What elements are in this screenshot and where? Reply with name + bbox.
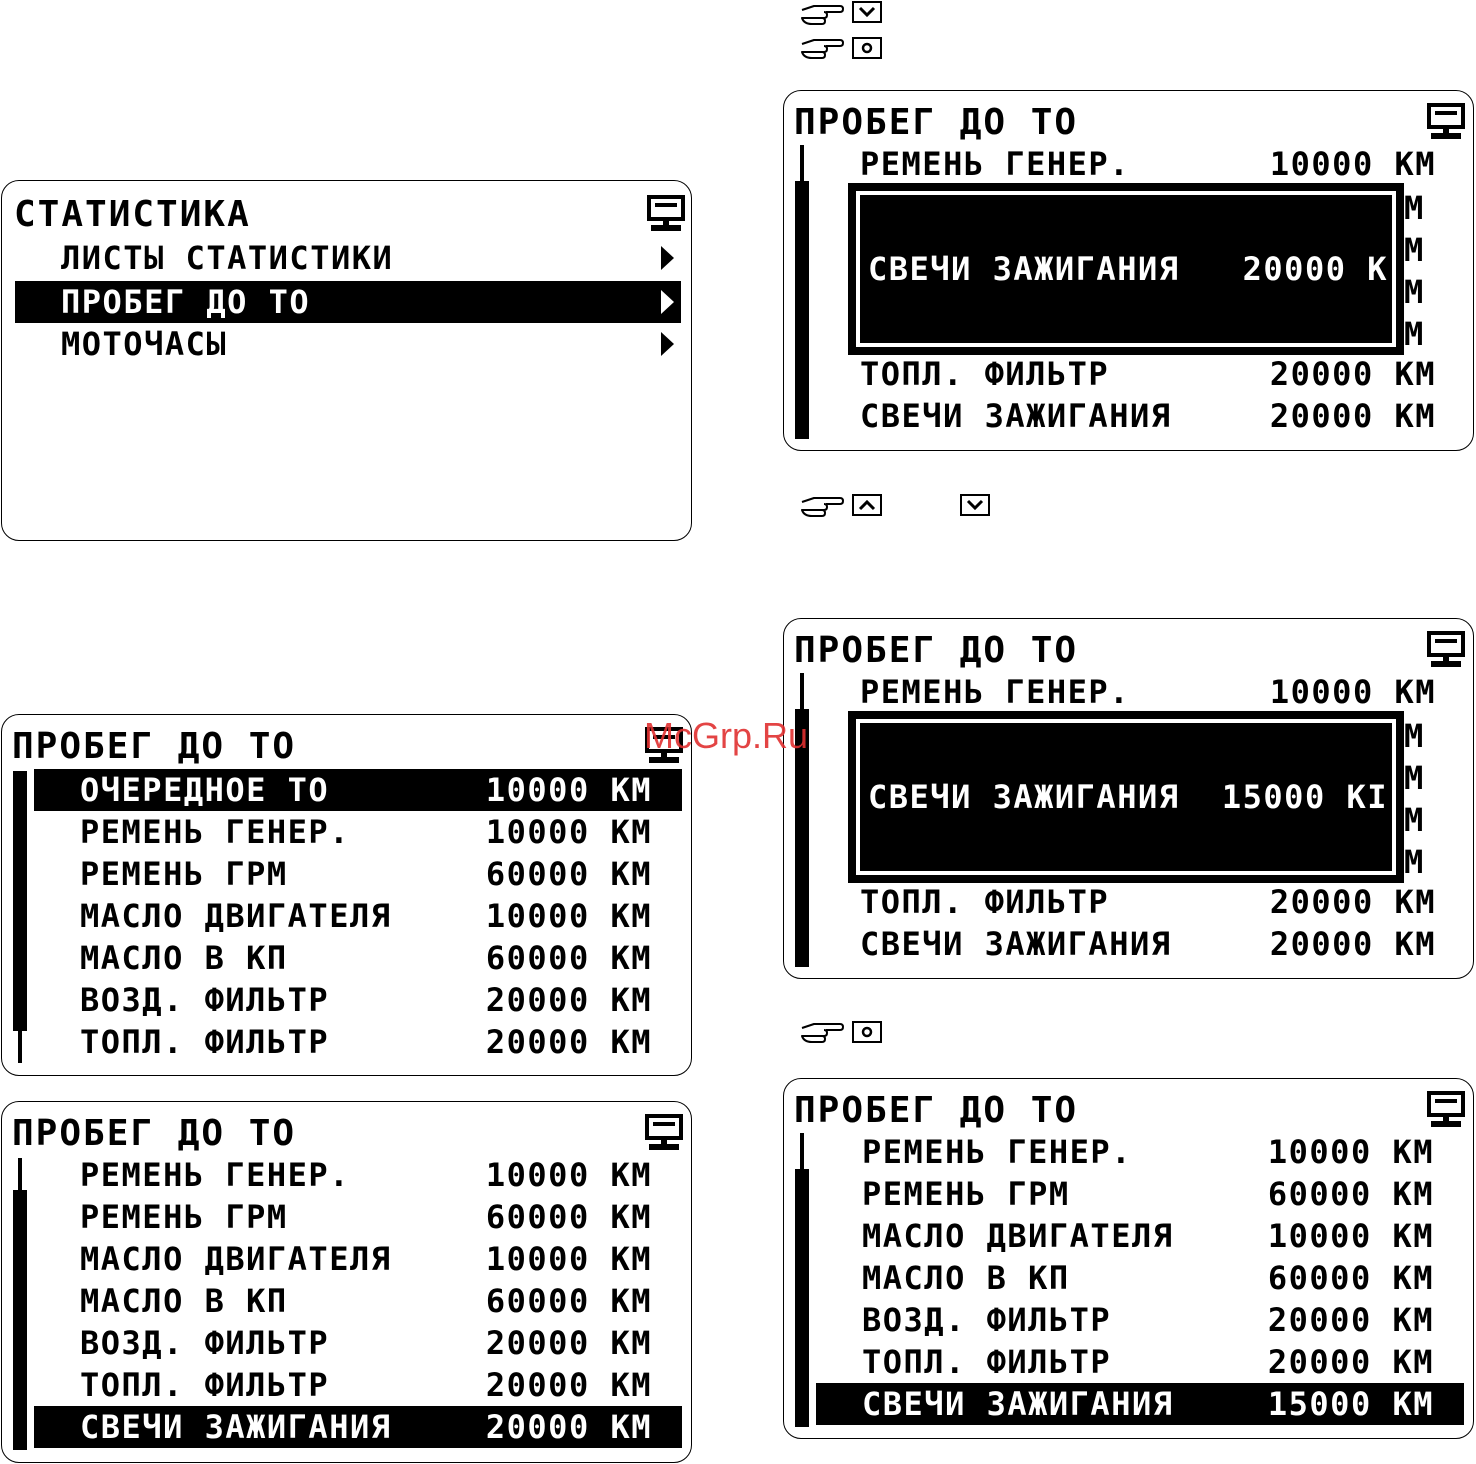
computer-icon bbox=[1427, 631, 1465, 669]
item-label: СВЕЧИ ЗАЖИГАНИЯ bbox=[860, 397, 1172, 435]
screen-title: ПРОБЕГ ДО ТО bbox=[794, 102, 1079, 143]
screen-title: ПРОБЕГ ДО ТО bbox=[12, 1113, 297, 1154]
service-list-screen-bottom bbox=[1, 1101, 692, 1463]
edge-glyph: М bbox=[1404, 315, 1425, 353]
computer-icon bbox=[647, 195, 685, 233]
submenu-arrow-icon bbox=[661, 290, 674, 314]
item-value: 20000 КМ bbox=[485, 1023, 652, 1061]
pointing-hand-icon bbox=[800, 492, 844, 518]
item-value: 10000 КМ bbox=[1269, 145, 1436, 183]
popup-label: СВЕЧИ ЗАЖИГАНИЯ bbox=[868, 778, 1180, 816]
item-label: СВЕЧИ ЗАЖИГАНИЯ bbox=[860, 925, 1172, 963]
list-item[interactable] bbox=[34, 895, 682, 937]
item-value: 20000 КМ bbox=[1269, 925, 1436, 963]
list-item[interactable] bbox=[34, 1196, 682, 1238]
item-label: ТОПЛ. ФИЛЬТР bbox=[860, 355, 1110, 393]
item-label: ТОПЛ. ФИЛЬТР bbox=[80, 1023, 330, 1061]
hint-press-ok-2 bbox=[800, 1018, 890, 1048]
list-item[interactable] bbox=[816, 671, 1436, 713]
list-item[interactable] bbox=[816, 1341, 1464, 1383]
submenu-arrow-icon bbox=[661, 246, 674, 270]
list-item[interactable] bbox=[816, 1131, 1464, 1173]
item-value: 20000 КМ bbox=[1267, 1343, 1434, 1381]
edge-glyph: М bbox=[1404, 189, 1425, 227]
watermark: McGrp.Ru bbox=[644, 715, 809, 756]
edit-screen-changed bbox=[783, 618, 1474, 979]
item-value: 20000 КМ bbox=[485, 981, 652, 1019]
item-label: ТОПЛ. ФИЛЬТР bbox=[80, 1366, 330, 1404]
list-item[interactable] bbox=[816, 353, 1436, 395]
screen-title: ПРОБЕГ ДО ТО bbox=[794, 630, 1079, 671]
ok-key-icon bbox=[852, 1021, 882, 1043]
list-item[interactable] bbox=[34, 1364, 682, 1406]
item-value: 60000 КМ bbox=[485, 855, 652, 893]
computer-icon bbox=[1427, 1091, 1465, 1129]
list-item[interactable] bbox=[34, 811, 682, 853]
hidden-value-edge bbox=[1404, 229, 1444, 271]
popup-label: СВЕЧИ ЗАЖИГАНИЯ bbox=[868, 250, 1180, 288]
item-value: 20000 КМ bbox=[485, 1408, 652, 1446]
item-value: 20000 КМ bbox=[1269, 355, 1436, 393]
hidden-value-edge bbox=[1404, 271, 1444, 313]
edge-glyph: М bbox=[1404, 231, 1425, 269]
item-label: РЕМЕНЬ ГЕНЕР. bbox=[80, 813, 350, 851]
list-item-selected[interactable] bbox=[34, 769, 682, 811]
item-value: 60000 КМ bbox=[485, 939, 652, 977]
hidden-value-edge bbox=[1404, 799, 1444, 841]
list-item[interactable] bbox=[34, 853, 682, 895]
item-label: РЕМЕНЬ ГЕНЕР. bbox=[80, 1156, 350, 1194]
item-label: ВОЗД. ФИЛЬТР bbox=[80, 1324, 330, 1362]
item-label: ВОЗД. ФИЛЬТР bbox=[80, 981, 330, 1019]
screen-title: ПРОБЕГ ДО ТО bbox=[12, 726, 297, 767]
edit-screen-initial bbox=[783, 90, 1474, 451]
item-value: 20000 КМ bbox=[1269, 397, 1436, 435]
popup-value[interactable]: 20000 К bbox=[1242, 250, 1388, 288]
list-item[interactable] bbox=[34, 979, 682, 1021]
item-value: 15000 КМ bbox=[1267, 1385, 1434, 1423]
item-value: 20000 КМ bbox=[485, 1324, 652, 1362]
list-item-selected[interactable] bbox=[816, 1383, 1464, 1425]
list-item[interactable] bbox=[816, 1215, 1464, 1257]
item-label: ТОПЛ. ФИЛЬТР bbox=[862, 1343, 1112, 1381]
computer-icon bbox=[1427, 103, 1465, 141]
hidden-value-edge bbox=[1404, 841, 1444, 883]
list-item[interactable] bbox=[816, 881, 1436, 923]
list-item[interactable] bbox=[34, 1322, 682, 1364]
hint-press-up-down bbox=[800, 490, 1000, 520]
item-label: ОЧЕРЕДНОЕ ТО bbox=[80, 771, 330, 809]
item-value: 60000 КМ bbox=[485, 1198, 652, 1236]
pointing-hand-icon bbox=[800, 34, 844, 60]
item-value: 60000 КМ bbox=[1267, 1175, 1434, 1213]
list-item[interactable] bbox=[34, 937, 682, 979]
screen-title: ПРОБЕГ ДО ТО bbox=[794, 1090, 1079, 1131]
down-key-icon bbox=[960, 494, 990, 516]
item-label: МАСЛО В КП bbox=[80, 939, 288, 977]
scrollbar-thumb[interactable] bbox=[795, 181, 809, 439]
edge-glyph: М bbox=[1404, 759, 1425, 797]
list-item[interactable] bbox=[816, 1173, 1464, 1215]
list-item[interactable] bbox=[816, 1257, 1464, 1299]
hidden-value-edge bbox=[1404, 313, 1444, 355]
item-label: ВОЗД. ФИЛЬТР bbox=[862, 1301, 1112, 1339]
hint-press-ok bbox=[800, 34, 890, 64]
list-item[interactable] bbox=[34, 1021, 682, 1063]
item-value: 10000 КМ bbox=[485, 771, 652, 809]
popup-value[interactable]: 15000 КІ bbox=[1221, 778, 1388, 816]
ok-key-icon bbox=[852, 37, 882, 59]
edit-value-popup[interactable] bbox=[848, 183, 1404, 355]
item-label: РЕМЕНЬ ГЕНЕР. bbox=[860, 673, 1130, 711]
item-value: 10000 КМ bbox=[485, 1240, 652, 1278]
item-value: 20000 КМ bbox=[1267, 1301, 1434, 1339]
list-item[interactable] bbox=[816, 143, 1436, 185]
item-value: 10000 КМ bbox=[485, 897, 652, 935]
scrollbar-thumb[interactable] bbox=[13, 771, 27, 1031]
item-label: МАСЛО ДВИГАТЕЛЯ bbox=[80, 1240, 392, 1278]
item-label: ТОПЛ. ФИЛЬТР bbox=[860, 883, 1110, 921]
service-list-screen-top bbox=[1, 714, 692, 1076]
edge-glyph: М bbox=[1404, 801, 1425, 839]
list-item[interactable] bbox=[816, 395, 1436, 437]
menu-item-label: МОТОЧАСЫ bbox=[61, 325, 228, 363]
menu-item-label: ЛИСТЫ СТАТИСТИКИ bbox=[61, 239, 394, 277]
item-label: МАСЛО ДВИГАТЕЛЯ bbox=[80, 897, 392, 935]
edit-value-popup[interactable] bbox=[848, 711, 1404, 883]
item-value: 10000 КМ bbox=[1269, 673, 1436, 711]
pointing-hand-icon bbox=[800, 0, 844, 26]
item-value: 60000 КМ bbox=[485, 1282, 652, 1320]
list-item-selected[interactable] bbox=[34, 1406, 682, 1448]
screen-title: СТАТИСТИКА bbox=[14, 194, 251, 235]
item-label: СВЕЧИ ЗАЖИГАНИЯ bbox=[80, 1408, 392, 1446]
list-item[interactable] bbox=[816, 923, 1436, 965]
list-item[interactable] bbox=[816, 1299, 1464, 1341]
menu-item-engine-hours[interactable] bbox=[15, 323, 681, 365]
edge-glyph: М bbox=[1404, 717, 1425, 755]
item-label: РЕМЕНЬ ГРМ bbox=[862, 1175, 1070, 1213]
computer-icon bbox=[645, 1114, 683, 1152]
menu-item-stat-sheets[interactable] bbox=[15, 237, 681, 279]
list-item[interactable] bbox=[34, 1280, 682, 1322]
result-list-screen bbox=[783, 1078, 1474, 1439]
up-key-icon bbox=[852, 494, 882, 516]
item-value: 20000 КМ bbox=[1269, 883, 1436, 921]
item-label: МАСЛО В КП bbox=[862, 1259, 1070, 1297]
item-label: МАСЛО В КП bbox=[80, 1282, 288, 1320]
item-value: 10000 КМ bbox=[485, 1156, 652, 1194]
item-value: 60000 КМ bbox=[1267, 1259, 1434, 1297]
item-label: РЕМЕНЬ ГЕНЕР. bbox=[862, 1133, 1132, 1171]
item-label: РЕМЕНЬ ГРМ bbox=[80, 855, 288, 893]
list-item[interactable] bbox=[34, 1238, 682, 1280]
item-value: 10000 КМ bbox=[1267, 1133, 1434, 1171]
hidden-value-edge bbox=[1404, 715, 1444, 757]
pointing-hand-icon bbox=[800, 1018, 844, 1044]
item-label: РЕМЕНЬ ГЕНЕР. bbox=[860, 145, 1130, 183]
menu-item-mileage-to-service[interactable] bbox=[15, 281, 681, 323]
item-value: 10000 КМ bbox=[1267, 1217, 1434, 1255]
scrollbar-thumb[interactable] bbox=[795, 1169, 809, 1427]
hidden-value-edge bbox=[1404, 757, 1444, 799]
item-value: 20000 КМ bbox=[485, 1366, 652, 1404]
list-item[interactable] bbox=[34, 1154, 682, 1196]
scrollbar-thumb[interactable] bbox=[13, 1190, 27, 1450]
item-label: МАСЛО ДВИГАТЕЛЯ bbox=[862, 1217, 1174, 1255]
hidden-value-edge bbox=[1404, 187, 1444, 229]
item-value: 10000 КМ bbox=[485, 813, 652, 851]
item-label: РЕМЕНЬ ГРМ bbox=[80, 1198, 288, 1236]
down-key-icon bbox=[852, 1, 882, 23]
item-label: СВЕЧИ ЗАЖИГАНИЯ bbox=[862, 1385, 1174, 1423]
edge-glyph: М bbox=[1404, 273, 1425, 311]
hint-press-down bbox=[800, 0, 890, 30]
statistics-screen bbox=[1, 180, 692, 541]
edge-glyph: М bbox=[1404, 843, 1425, 881]
menu-item-label: ПРОБЕГ ДО ТО bbox=[61, 283, 311, 321]
submenu-arrow-icon bbox=[661, 332, 674, 356]
